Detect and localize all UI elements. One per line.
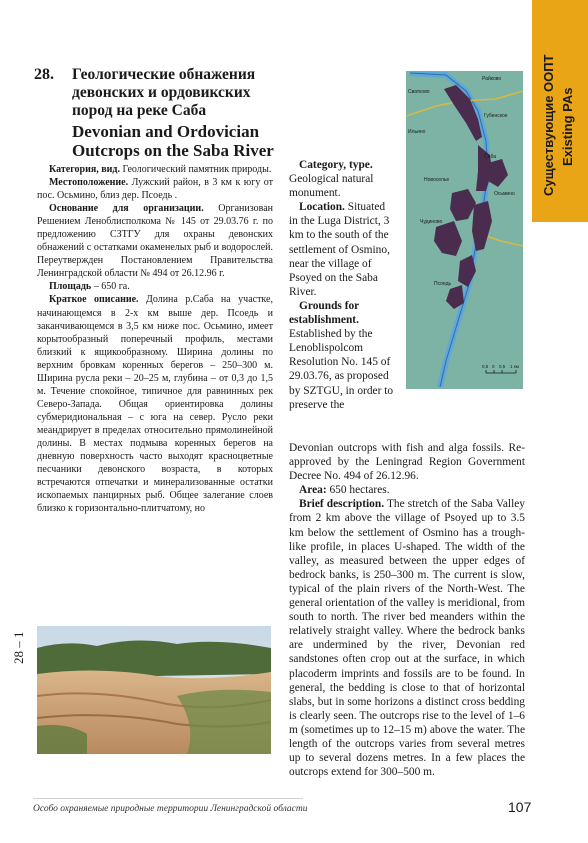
ru-desc-label: Краткое описание. <box>49 294 139 306</box>
ru-category: Геологический памятник природы. <box>122 164 272 175</box>
en-category: Geological natural monument. <box>289 173 374 200</box>
ru-desc: Долина р.Саба на участке, начинающемся в 2-х км выше дер. Псоедь и заканчивающемся в 3,5 км ниже пос. Осьмино, имеет корытообразный поперечный профиль, местами близкий к ящикообразному. Ширина долины по верхним бровкам коренных берегов – 250–300 м. Ширина русла реки – 20–25 м, глубина – от 0,3 до 1,5 м. Течение спокойное, типичное для равнинных рек Северо-Запада. Общая ориентировка долины субмеридиональная – с юга на север. Русло реки меандрирует в пределах относительно прямолинейной долины. В местах подмыва коренных берегов на дневную поверхность часто выходят красноцветные песчаники девонского возраста, в которых встречаются отпечатки и минерализованные остатки ископаемых панцирных рыб. Общее залегание слоев близко к горизонтально-плитчатому, но <box>37 294 273 515</box>
en-desc-label: Brief description. <box>299 498 385 511</box>
ru-basis-label: Основание для организации. <box>49 203 204 215</box>
en-area-label: Area: <box>299 484 327 497</box>
section-tab <box>532 0 588 222</box>
photo-vegetation <box>177 690 271 754</box>
map-label: Чудиново <box>420 219 443 225</box>
map-label: Ильино <box>408 129 426 135</box>
section-tab-ru: Существующие ООПТ <box>541 54 556 196</box>
footer-text: Особо охраняемые природные территории Ленинградской области <box>33 804 308 814</box>
en-grounds: Established by the Lenoblispolcom Resolution No. 145 of 29.03.76, as proposed by SZTGU, in order to preserve the <box>289 328 394 411</box>
page-number: 107 <box>508 799 532 815</box>
title-en: Devonian and Ordovician Outcrops on the Saba River <box>72 122 274 160</box>
en-category-label: Category, type. <box>299 159 373 171</box>
map-scale-label: 0,5 <box>499 364 506 369</box>
ru-location-label: Местоположение. <box>49 177 129 189</box>
english-text-bottom <box>289 441 525 779</box>
map-label: Губенское <box>484 113 508 119</box>
english-text-top <box>289 158 395 412</box>
footer-divider <box>33 798 303 799</box>
map-scale-label: 0 <box>492 364 495 369</box>
en-location: Situated in the Luga District, 3 km to the south of the settlement of Osmino, near the village of Psoyed on the Saba River. <box>289 201 390 298</box>
entry-number: 28. <box>34 66 54 83</box>
photo-number: 28 – 1 <box>11 631 26 664</box>
photo-label <box>9 612 31 672</box>
en-grounds-cont: Devonian outcrops with fish and alga fossils. Re-approved by the Leningrad Region Government Decree No. 494 of 26.12.96. <box>289 442 525 483</box>
map-label: Псоедь <box>434 281 452 287</box>
location-map <box>406 71 523 389</box>
en-location-label: Location. <box>299 201 345 214</box>
map-label: Сватково <box>408 89 430 95</box>
russian-text <box>37 163 273 515</box>
en-desc: The stretch of the Saba Valley from 2 km above the village of Psoyed up to 3.5 km below the settlement of Osmino has a trough-like profile, in places U-shaped. The width of the valley, as measured between the upper edges of bedrock banks, is 250–300 m. The current is slow, typical of the plain rivers of the North-West. The general orientation of the valley is meridional, from south to north. The river bed meanders within the relatively straight valley. Where the bedrock banks are undermined by the river, Devonian red sandstones often crop out at the surface, in which placoderm imprints and fossils are to be found. In general, the bedding is close to that of horizontal slabs, but in some horizons a distinct cross bedding is clearly seen. The outcrops rise to the level of 1–6 m (sometimes up to 12–15 m) above the water. The length of the outcrops varies from several metres up to several dozens metres. In a few places the outcrops extend for 300–500 m. <box>289 498 525 779</box>
outcrop-photo <box>37 626 271 754</box>
map-label: Осьмино <box>494 191 515 197</box>
section-tab-en: Existing PAs <box>560 87 575 166</box>
map-label: Новоселье <box>424 177 450 183</box>
ru-area: – 650 га. <box>91 281 130 293</box>
ru-category-label: Категория, вид. <box>49 164 120 175</box>
ru-area-label: Площадь <box>49 281 92 293</box>
map-scale-label: 1 км <box>510 364 519 369</box>
ru-basis: Организован Решением Леноблисполкома № 145 от 29.03.76 г. по предложению СЗТГУ для охраны девонских обнажений с остатками окаменелых рыб и водорослей. Переутвержден Постановлением Правительства Ленинградской области № 494 от 26.12.96 г. <box>37 203 273 280</box>
en-grounds-label: Grounds for establishment. <box>289 299 360 327</box>
ru-location: Лужский район, в 3 км к югу от пос. Осьмино, близ дер. Псоедь . <box>37 177 274 202</box>
title-ru: Геологические обнажения девонских и ордовикских пород на реке Саба <box>72 66 256 119</box>
en-area: 650 hectares. <box>326 484 390 497</box>
map-scale-label: 0,5 <box>482 364 489 369</box>
map-label: Райково <box>482 76 502 82</box>
map-label: Саба <box>484 154 496 160</box>
